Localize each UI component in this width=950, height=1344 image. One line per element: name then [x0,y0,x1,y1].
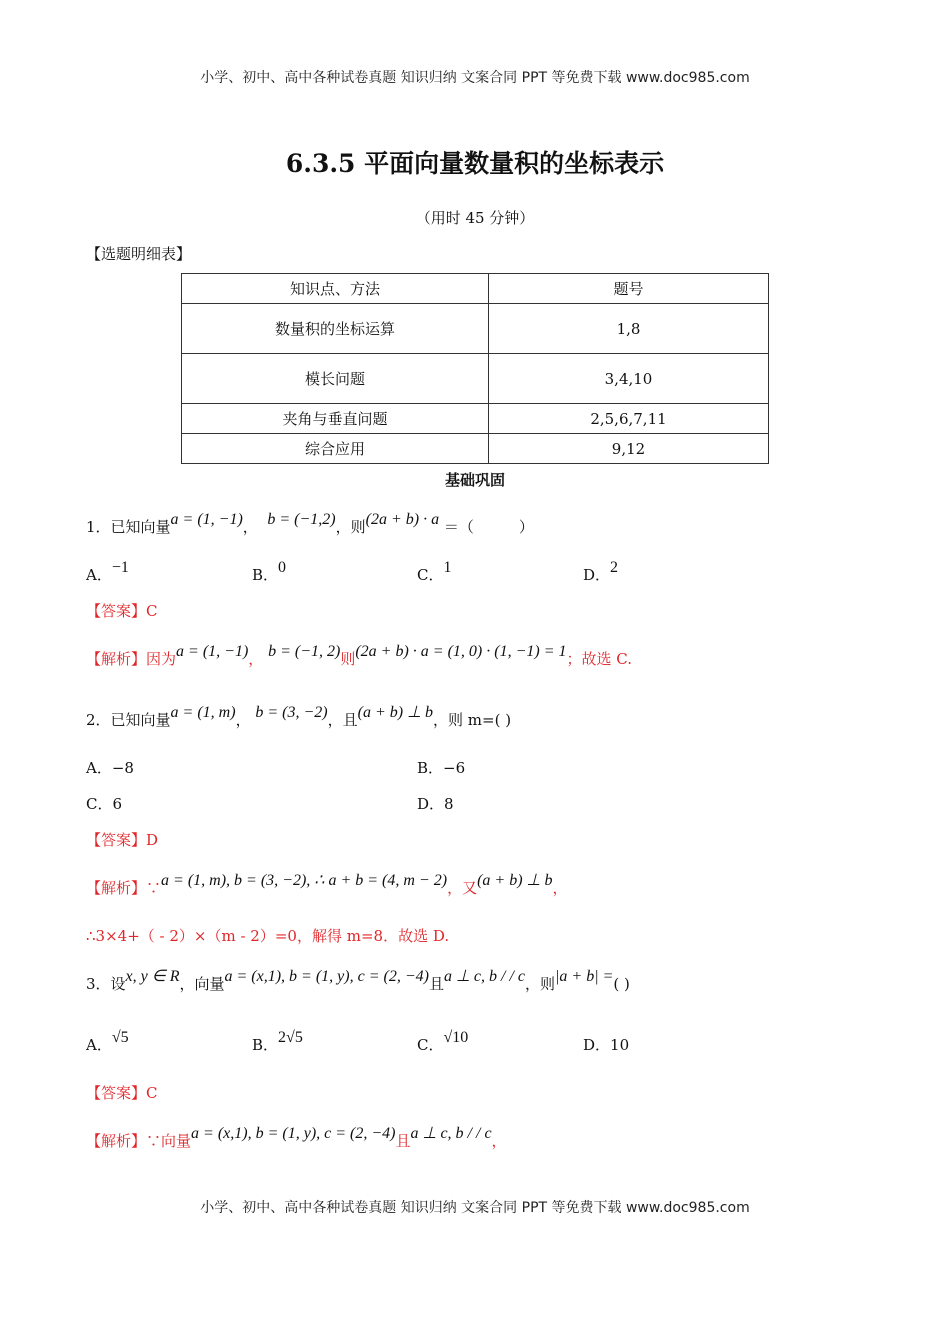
text-fragment: 【解析】∵ [86,879,162,897]
table-row [182,304,769,354]
q2-answer: 【答案】D [86,831,159,849]
text-fragment: A． [86,1036,112,1054]
text-fragment: A． [86,566,112,584]
text-fragment: 模长问题 [182,354,489,404]
q3-option-d: D．10 [583,1036,630,1054]
text-fragment: B． [252,1036,279,1054]
text-fragment: 【解析】因为 [86,650,177,668]
text-fragment: 向量 [161,1132,192,1150]
q2-option-c: C．6 [86,795,123,813]
text-fragment: 1,8 [489,304,769,354]
text-fragment: b = (3, −2) [255,704,328,721]
q2-analysis [86,872,568,898]
text-fragment: a ⊥ c, b / / c [410,1125,492,1142]
text-fragment: ，则 [525,975,556,993]
time-limit: （用时 45 分钟） [415,209,535,227]
text-fragment: (a + b) ⊥ b [477,872,553,889]
table-header: 题号 [489,274,769,304]
text-fragment: 3,4,10 [489,354,769,404]
text-fragment: 则 [340,650,356,668]
text-fragment: 夹角与垂直问题 [182,404,489,434]
text-fragment: ，向量 [179,975,225,993]
q1-analysis [86,643,632,669]
text-fragment: a ⊥ c, b / / c [443,968,525,985]
table-row [182,354,769,404]
text-fragment: ，又 [447,879,478,897]
q3-option-b [252,1029,303,1055]
text-fragment: √10 [443,1029,469,1046]
text-fragment: ， [491,1132,507,1150]
text-fragment: 3．设 [86,975,126,993]
text-fragment [182,274,769,464]
table-row [182,404,769,434]
text-fragment: −1 [111,559,129,576]
text-fragment: ， [248,650,264,668]
question-1 [86,511,534,537]
text-fragment: 综合应用 [182,434,489,464]
q3-option-a [86,1029,129,1055]
text-fragment: D． [583,566,611,584]
topic-table [181,273,769,464]
text-fragment: (a + b) ⊥ b [357,704,434,721]
text-fragment: 且 [395,1132,411,1150]
text-fragment: ，且 [327,711,358,729]
text-fragment: B． [252,566,279,584]
text-fragment: 【解析】∵ [86,1132,162,1150]
text-fragment: C． [417,1036,444,1054]
text-fragment: ＝（ ） [443,518,534,536]
text-fragment: ；故选 C. [566,650,632,668]
question-2 [86,704,512,730]
text-fragment: 2．已知向量 [86,711,171,729]
q3-answer: 【答案】C [86,1084,158,1102]
q3-option-c [417,1029,469,1055]
text-fragment: 9,12 [489,434,769,464]
text-fragment: ， [242,518,258,536]
text-fragment: a = (x,1), b = (1, y), c = (2, −4) [224,968,429,985]
table-row [182,434,769,464]
text-fragment: ， [235,711,251,729]
text-fragment: a = (1, −1) [176,643,249,660]
q2-option-a: A．−8 [86,759,134,777]
text-fragment: 数量积的坐标运算 [182,304,489,354]
text-fragment: 1 [443,559,452,576]
text-fragment: (2a + b) · a [365,511,440,528]
text-fragment: 2 [610,559,619,576]
q1-option-a [86,559,129,585]
text-fragment: (2a + b) · a = (1, 0) · (1, −1) = 1 [355,643,567,660]
section-heading: 基础巩固 [444,471,505,489]
q2-option-b: B．−6 [417,759,466,777]
table-label: 【选题明细表】 [86,245,192,263]
q1-answer: 【答案】C [86,602,158,620]
text-fragment: b = (−1,2) [267,511,336,528]
question-3 [86,968,630,994]
text-fragment: b = (−1, 2) [268,643,341,660]
text-fragment: 2,5,6,7,11 [489,404,769,434]
text-fragment: a = (1, m), b = (3, −2), ∴ a + b = (4, m − 2) [161,872,448,889]
text-fragment: √5 [111,1029,129,1046]
text-fragment: a = (x,1), b = (1, y), c = (2, −4) [191,1125,396,1142]
q2-analysis-line2: ∴3×4+（ - 2）×（m - 2）=0，解得 m=8．故选 D. [86,927,450,945]
text-fragment: C． [417,566,444,584]
q2-option-d: D．8 [417,795,454,813]
text-fragment: ， [552,879,568,897]
text-fragment: ，则 [335,518,366,536]
text-fragment: ，则 m=( ) [433,711,512,729]
text-fragment: x, y ∈ R [125,968,180,985]
table-header: 知识点、方法 [182,274,489,304]
text-fragment: 2√5 [278,1029,303,1046]
text-fragment: ( ) [613,975,630,993]
text-fragment: |a + b| = [555,968,614,985]
text-fragment [182,274,769,304]
text-fragment: 1．已知向量 [86,518,171,536]
page-footer: 小学、初中、高中各种试卷真题 知识归纳 文案合同 PPT 等免费下载 www.doc985.com [200,1200,750,1216]
text-fragment: 0 [278,559,287,576]
q1-option-b [252,559,287,585]
text-fragment: a = (1, m) [170,704,236,721]
q3-analysis [86,1125,507,1151]
document-title: 6.3.5 平面向量数量积的坐标表示 [285,149,665,178]
q1-option-c [417,559,452,585]
text-fragment: 且 [428,975,444,993]
q1-option-d [583,559,619,585]
page-header: 小学、初中、高中各种试卷真题 知识归纳 文案合同 PPT 等免费下载 www.doc985.com [200,70,750,86]
text-fragment: a = (1, −1) [170,511,243,528]
